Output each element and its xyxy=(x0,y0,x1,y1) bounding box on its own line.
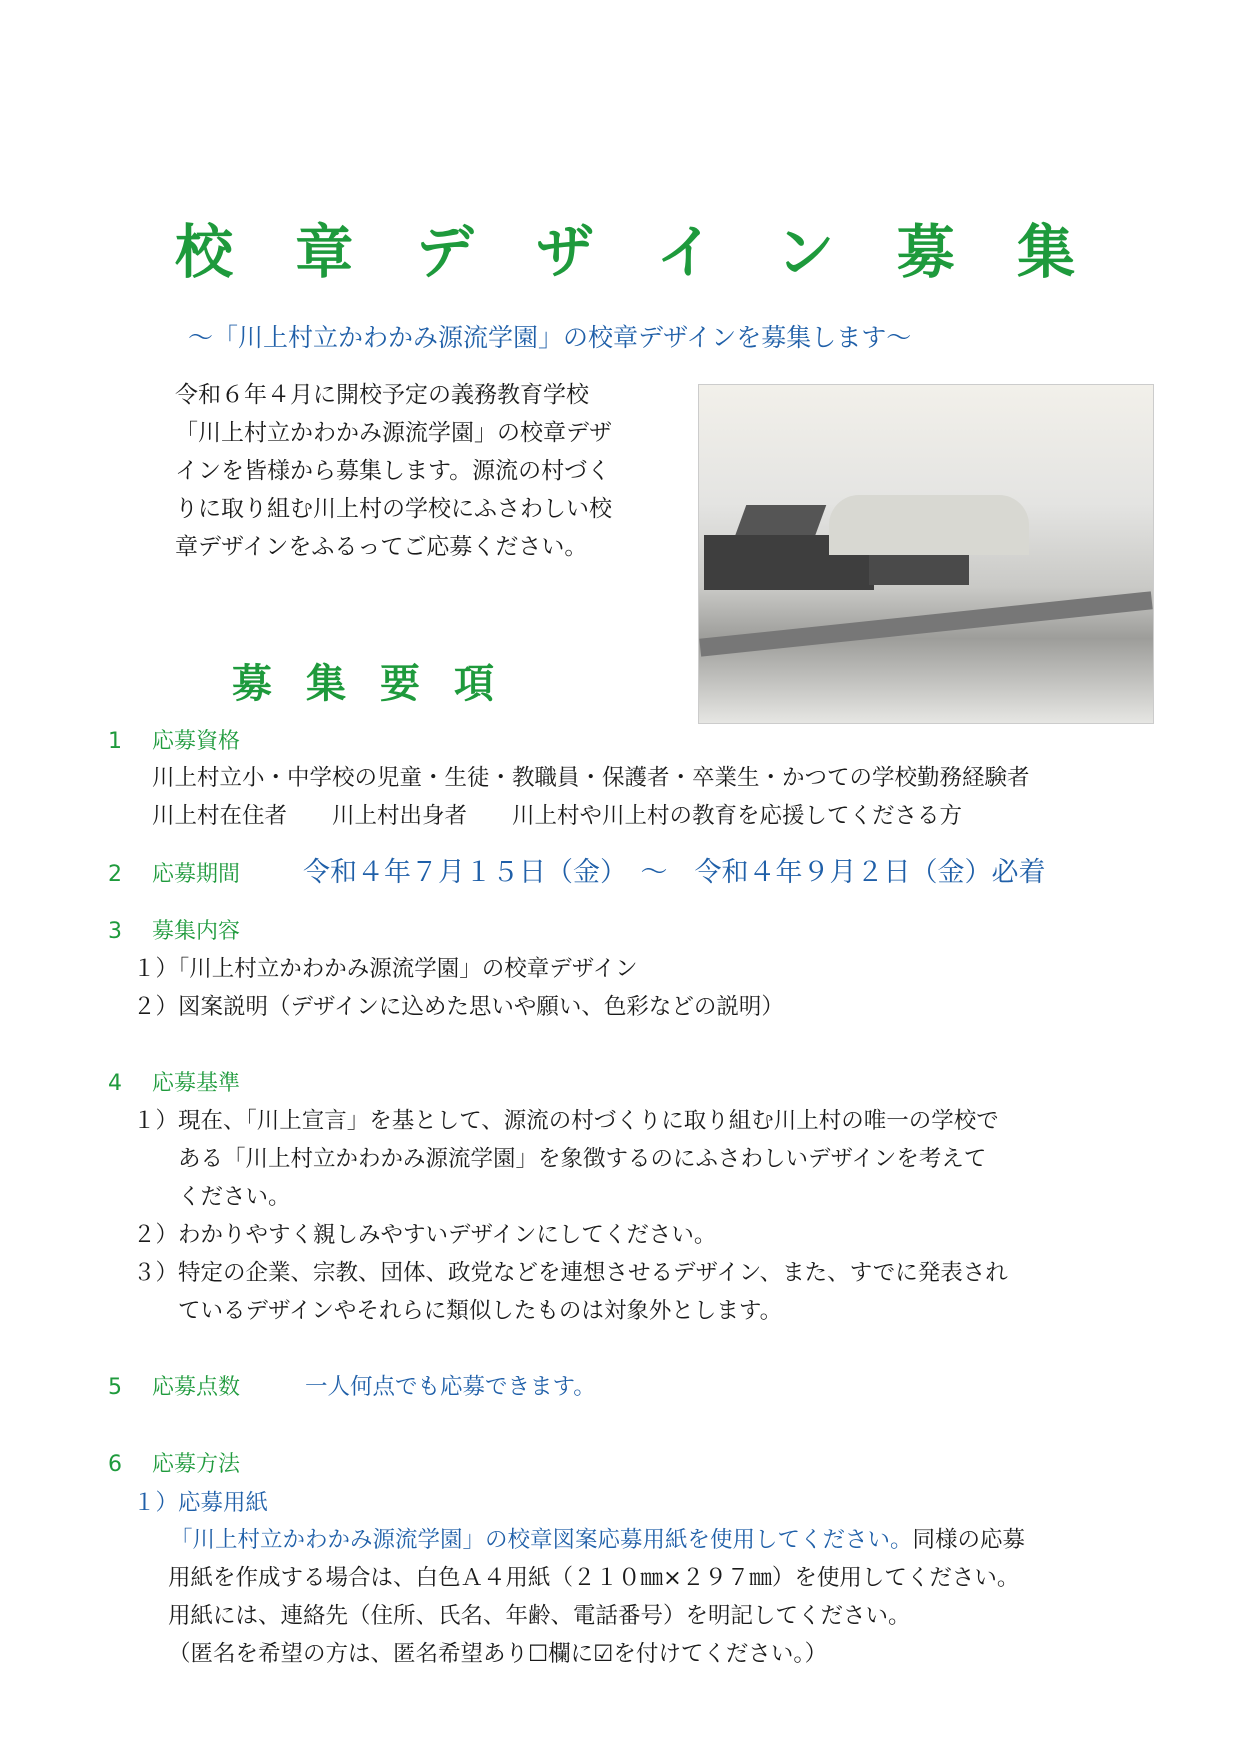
text-line: １）「川上村立かわかみ源流学園」の校章デザイン xyxy=(133,956,638,982)
title-char: ザ xyxy=(535,218,594,286)
text-line: １）現在、「川上宣言」を基として、源流の村づくりに取り組む川上村の唯一の学校で xyxy=(133,1108,999,1134)
section-3-label: 3 募集内容 xyxy=(108,919,241,944)
text-line: 「川上村立かわかみ源流学園」の校章図案応募用紙を使用してください。同様の応募 xyxy=(170,1527,1026,1553)
entry-count: 一人何点でも応募できます。 xyxy=(305,1374,596,1400)
intro-line: 令和６年４月に開校予定の義務教育学校 xyxy=(175,382,589,408)
school-rendering-image xyxy=(698,384,1154,724)
application-period: 令和４年７月１５日（金） ～ 令和４年９月２日（金）必着 xyxy=(303,857,1046,888)
section-5-label: 5 応募点数 xyxy=(108,1375,241,1400)
intro-line: 章デザインをふるってご応募ください。 xyxy=(175,534,588,560)
title-char: 募 xyxy=(896,218,955,286)
section-heading: 募集要項 xyxy=(232,660,528,707)
title-char: 集 xyxy=(1016,218,1075,286)
text-line: 川上村立小・中学校の児童・生徒・教職員・保護者・卒業生・かつての学校勤務経験者 xyxy=(152,765,1030,791)
title-char: ン xyxy=(776,218,835,286)
text-line: ある「川上村立かわかみ源流学園」を象徴するのにふさわしいデザインを考えて xyxy=(133,1146,987,1172)
intro-line: インを皆様から募集します。源流の村づく xyxy=(175,458,611,484)
section-2-label: 2 応募期間 xyxy=(108,862,241,887)
section-1-label: 1 応募資格 xyxy=(108,729,241,754)
text-line: ２）図案説明（デザインに込めた思いや願い、色彩などの説明） xyxy=(133,994,784,1020)
subsection-label: １）応募用紙 xyxy=(133,1490,269,1516)
title-char: デ xyxy=(415,218,474,286)
text-line: 用紙には、連絡先（住所、氏名、年齢、電話番号）を明記してください。 xyxy=(168,1603,911,1629)
text-line: （匿名を希望の方は、匿名希望あり☐欄に☑を付けてください。） xyxy=(168,1641,828,1667)
text-line: ２）わかりやすく親しみやすいデザインにしてください。 xyxy=(133,1222,717,1248)
text-line: ３）特定の企業、宗教、団体、政党などを連想させるデザイン、また、すでに発表され xyxy=(133,1260,1008,1286)
subtitle: ～「川上村立かわかみ源流学園」の校章デザインを募集します～ xyxy=(188,323,912,352)
page-title xyxy=(175,205,1075,289)
text-line: ているデザインやそれらに類似したものは対象外とします。 xyxy=(133,1298,783,1324)
title-char: 章 xyxy=(295,218,354,286)
intro-line: 「川上村立かわかみ源流学園」の校章デザ xyxy=(175,420,612,446)
title-char: イ xyxy=(656,218,715,286)
intro-line: りに取り組む川上村の学校にふさわしい校 xyxy=(175,496,612,522)
text-line: ください。 xyxy=(133,1184,291,1210)
text-line: 川上村在住者 川上村出身者 川上村や川上村の教育を応援してくださる方 xyxy=(152,803,963,829)
text-line: 用紙を作成する場合は、白色Ａ４用紙（２１０㎜×２９７㎜）を使用してください。 xyxy=(168,1565,1020,1591)
intro-paragraph xyxy=(175,376,612,566)
section-4-label: 4 応募基準 xyxy=(108,1071,241,1096)
title-char: 校 xyxy=(175,218,234,286)
section-6-label: 6 応募方法 xyxy=(108,1452,241,1477)
